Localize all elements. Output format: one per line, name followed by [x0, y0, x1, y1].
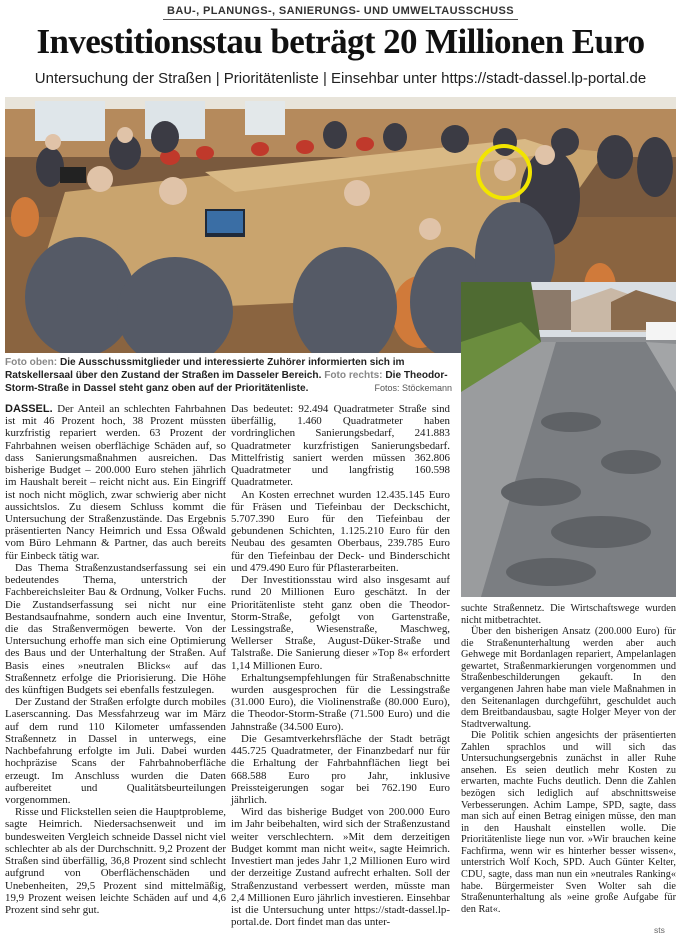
article-column-3	[461, 603, 676, 915]
paragraph: An Kosten errechnet wurden 12.435.145 Euro für Fräsen und Tiefeinbau der Deckschicht, 5.707.390 Euro für den Tiefeinbau der gebundenen Schichten, 1.125.210 Euro für den Neubau des gesamten Oberbaus, 239.785 Euro für den Tiefeinbau der Deck- und Binderschicht und 479.490 Euro für Pflasterarbeiten.	[231, 488, 450, 574]
author-tag: sts	[654, 925, 665, 935]
paragraph: Die Gesamtverkehrsfläche der Stadt beträgt 445.725 Quadratmeter, der Finanzbedarf nur für die Erhaltung der Fahrbahnflächen liegt bei 668.588 Euro pro Jahr, inklusive Preissteigerungen sogar bei 762.190 Euro jährlich.	[231, 732, 450, 806]
article-column-1	[5, 403, 226, 916]
paragraph: Die Politik schien angesichts der präsentierten Zahlen sprachlos und will sich das Untersuchungsergebnis zunächst in aller Ruhe ansehen. Es seien deutlich mehr Kosten zu erwarten, machte Fuchs deutlich. Denn die Zahlen bezögen sich lediglich auf abschnittsweise Verbesserungen. Achim Lampe, SPD, sagte, dass man sich auf einen Betrag einigen müsse, den man in den Haushalt einstellen wolle. Die Prioritätenliste liege nun vor. »Wir brauchen keine Fachfirma, wenn wir es hinterher besser wissen«, unterstrich Wolf Koch, SPD. Auch Günter Kelter, CDU, sagte, dass man nun ein »neutrales Ranking« habe. Bürgermeister Sven Wolter sah die Straßenunterhaltung als »eine große Aufgabe für den Rat«.	[461, 730, 676, 915]
paragraph: Der Investitionsstau wird also insgesamt auf rund 20 Millionen Euro geschätzt. In der Prioritätenliste steht ganz oben die Theodor-Storm-Straße, gefolgt von Gartenstraße, Lessingstraße, Wiesenstraße, Maschweg, Wellerser Straße, August-Düker-Straße und Talstraße. Die Sanierung dieser »Top 8« erfordert 1,14 Millionen Euro.	[231, 574, 450, 672]
paragraph: suchte Straßennetz. Die Wirtschaftswege wurden nicht mitbetrachtet.	[461, 603, 676, 626]
caption-label-right: Foto rechts:	[324, 370, 383, 381]
kicker: BAU-, PLANUNGS-, SANIERUNGS- UND UMWELTAUSSCHUSS	[0, 5, 681, 17]
paragraph: Risse und Flickstellen seien die Hauptprobleme, sagte Heimrich. Niedersachsenweit und im bundesweiten Vergleich schneide Dassel nicht viel schlechter ab als der Durchschnitt. 9,2 Prozent der Straßen sind überfällig, 36,8 Prozent sind schlecht aufgrund von Oberflächenschäden und Unebenheiten, 29,5 Prozent sind mittelmäßig, 19,9 Prozent weisen leichte Schäden auf und 4,6 Prozent sind sehr gut.	[5, 806, 226, 916]
paragraph: DASSEL. Der Anteil an schlechten Fahrbahnen ist mit 46 Prozent hoch, 38 Prozent müssten kurzfristig repariert werden. 63 Prozent der Fahrbahnen weisen oberflächige Schäden auf, so dass Sanierungsmaßnahmen ausreichen. Das bisherige Budget – 200.000 Euro stehen jährlich im Haushalt bereit – reicht nicht aus. Ein Eingriff ist noch nicht möglich, zwar schwierig aber nicht aussichtslos. Zu diesem Schluss kommt die Untersuchung der Straßenzustände. Das Ergebnis präsentierten Nancy Heimrich und Essa Oßwald vom Büro Lehmann & Partner, das auch bereits für Einbeck tätig war.	[5, 403, 226, 562]
article-column-2	[231, 403, 450, 928]
headline: Investitionsstau beträgt 20 Millionen Euro	[36, 22, 645, 61]
photo-credit: Fotos: Stöckemann	[374, 383, 452, 393]
paragraph: Das Thema Straßenzustandserfassung sei ein bedeutendes Thema, unterstrich der Fachbereichsleiter Bau & Ordnung, Volker Fuchs. Die Zustandserfassung sei nicht nur eine Bestandsaufnahme, sondern auch eine Inventur, die das Straßenvermögen bewerte. Von der Untersuchung erhoffe man sich eine Optimierung des Baus und der Unterhaltung der Straßen. Auf Basis eines »neutralen Blicks« auf das Straßennetz erfolge die Priorisierung. Die Höhe des künftigen Budgets sei ebenfalls festzulegen.	[5, 561, 226, 697]
paragraph: Das bedeutet: 92.494 Quadratmeter Straße sind überfällig, 1.460 Quadratmeter haben vordringlichen Sanierungsbedarf, 241.883 Quadratmeter kurzfristigen Sanierungsbedarf. Mittelfristig saniert werden müssen 362.806 Quadratmeter und langfristig 160.598 Quadratmeter.	[231, 403, 450, 489]
dateline: DASSEL.	[5, 403, 53, 415]
caption-label-top: Foto oben:	[5, 357, 58, 368]
caption-text-right: Die Theodor-Storm-Straße in Dassel steht ganz oben auf der Prioritätenliste.	[5, 370, 448, 394]
paragraph: Über den bisherigen Ansatz (200.000 Euro) für die Straßenunterhaltung werden aber auch Gehwege mit Bordanlagen repariert, Ampelanlagen gewartet, Straßenmarkierungen vorgenommen und Straßenbeschilderungen gekauft. In den vergangenen Jahren habe man viele Maßnahmen in den Seitenanlagen durchgeführt, geschuldet auch dem Breitbandausbau, sagte Holger Meyer von der Stadtverwaltung.	[461, 626, 676, 730]
street-photo	[461, 282, 676, 597]
paragraph: Wird das bisherige Budget von 200.000 Euro im Jahr beibehalten, wird sich der Straßenzustand weiter verschlechtern. »Mit dem derzeitigen Budget kommt man nicht weit«, sagte Heimrich. Investiert man jedes Jahr 1,2 Millionen Euro wird der derzeitige Zustand aufrecht erhalten. Soll der Straßenzustand verbessert werden, müsste man 2,4 Millionen Euro jährlich investieren. Einsehbar ist die Untersuchung unter https://stadt-dassel.lp-portal.de. Dort findet man das unter-	[231, 806, 450, 929]
subheadline: Untersuchung der Straßen | Prioritätenliste | Einsehbar unter https://stadt-dassel.lp-portal.de	[34, 70, 647, 87]
paragraph: Erhaltungsempfehlungen für Straßenabschnitte wurden ausgesprochen für die Lessingstraße (31.000 Euro), die Violinenstraße (80.000 Euro), die Theodor-Storm-Straße (71.500 Euro) und die Jahnstraße (34.500 Euro).	[231, 671, 450, 733]
caption-text-top: Die Ausschussmitglieder und interessierte Zuhörer informierten sich im Ratskellersaal über den Zustand der Straßen im Dasseler Bereich.	[5, 357, 405, 381]
paragraph: Der Zustand der Straßen erfolgte durch mobiles Laserscanning. Das Messfahrzeug war im März auf dem rund 110 Kilometer umfassenden Straßennetz in Dassel in unterwegs, eine Nachbefahrung erfolgte im Juli. Dabei wurden hochpräzise Scans der Fahrbahnoberfläche erzeugt. Im Anschluss wurden die Daten aufbereitet und Qualitätsbeurteilungen vorgenommen.	[5, 696, 226, 806]
